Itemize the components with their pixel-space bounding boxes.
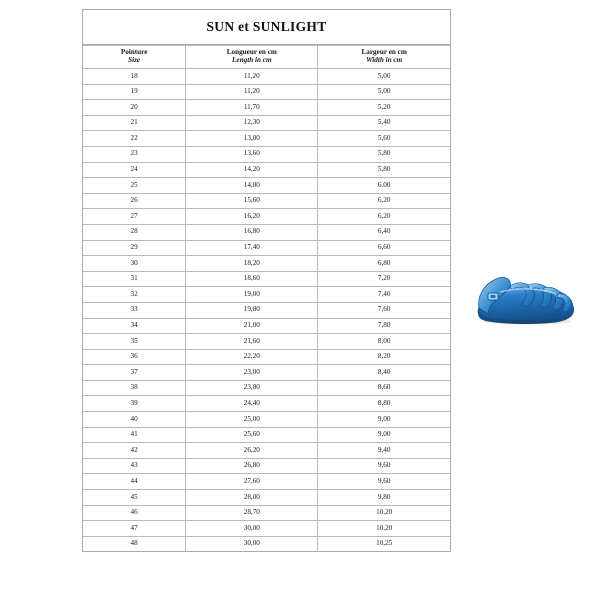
cell-size: 33 [83,302,186,318]
table-row [83,334,450,350]
table-row [83,365,450,381]
cell-width: 6,20 [318,193,450,209]
cell-length: 15,60 [186,193,318,209]
table-row [83,318,450,334]
table-row [83,458,450,474]
cell-width: 8,20 [318,349,450,365]
table-row [83,380,450,396]
cell-size: 38 [83,380,186,396]
column-header-width-fr: Largeur en cm [361,48,407,57]
table-row [83,521,450,537]
cell-size: 26 [83,193,186,209]
column-header-size-fr: Pointure [120,48,148,57]
table-row [83,84,450,100]
table-row [83,302,450,318]
sandal-shadow [484,318,572,324]
cell-size: 18 [83,69,186,85]
cell-length: 30,00 [186,536,318,551]
cell-size: 19 [83,84,186,100]
cell-width: 8,00 [318,334,450,350]
table-row [83,536,450,551]
cell-width: 5,60 [318,131,450,147]
cell-size: 25 [83,178,186,194]
cell-size: 48 [83,536,186,551]
table-row [83,146,450,162]
table-row [83,271,450,287]
column-header-width [318,46,450,69]
table-row [83,443,450,459]
cell-length: 25,00 [186,412,318,428]
cell-length: 11,20 [186,69,318,85]
cell-size: 27 [83,209,186,225]
table-row [83,193,450,209]
cell-width: 8,40 [318,365,450,381]
cell-size: 37 [83,365,186,381]
cell-size: 34 [83,318,186,334]
table-row [83,115,450,131]
cell-size: 21 [83,115,186,131]
cell-length: 26,80 [186,458,318,474]
cell-width: 10,20 [318,505,450,521]
cell-width: 9,00 [318,412,450,428]
cell-size: 45 [83,490,186,506]
cell-width: 7,40 [318,287,450,303]
table-header-row [83,46,450,69]
cell-length: 27,60 [186,474,318,490]
cell-width: 9,40 [318,443,450,459]
table-row [83,287,450,303]
table-row [83,224,450,240]
cell-size: 20 [83,100,186,116]
cell-size: 41 [83,427,186,443]
cell-length: 22,20 [186,349,318,365]
table-row [83,131,450,147]
cell-length: 18,20 [186,256,318,272]
cell-length: 21,60 [186,334,318,350]
cell-size: 35 [83,334,186,350]
cell-width: 5,40 [318,115,450,131]
table-row [83,209,450,225]
cell-width: 10,20 [318,521,450,537]
column-header-width-en: Width in cm [366,56,403,64]
cell-width: 6,80 [318,256,450,272]
cell-size: 22 [83,131,186,147]
cell-size: 42 [83,443,186,459]
size-chart [82,9,451,552]
table-row [83,256,450,272]
column-header-length-en: Length in cm [232,56,272,64]
cell-length: 11,20 [186,84,318,100]
cell-width: 6.00 [318,178,450,194]
cell-length: 16,20 [186,209,318,225]
cell-width: 5,00 [318,84,450,100]
table-row [83,178,450,194]
cell-width: 8,80 [318,396,450,412]
cell-width: 9,60 [318,474,450,490]
cell-size: 40 [83,412,186,428]
table-row [83,490,450,506]
cell-size: 36 [83,349,186,365]
table-row [83,505,450,521]
cell-width: 6,40 [318,224,450,240]
table-row [83,474,450,490]
cell-length: 28,00 [186,490,318,506]
cell-width: 5,80 [318,162,450,178]
cell-length: 19,00 [186,287,318,303]
cell-length: 21,00 [186,318,318,334]
cell-width: 9,60 [318,458,450,474]
cell-width: 8,60 [318,380,450,396]
cell-length: 23,00 [186,365,318,381]
cell-length: 13,60 [186,146,318,162]
cell-size: 31 [83,271,186,287]
cell-length: 14,80 [186,178,318,194]
cell-size: 39 [83,396,186,412]
cell-size: 23 [83,146,186,162]
cell-size: 30 [83,256,186,272]
column-header-length [186,46,318,69]
column-header-length-fr: Longueur en cm [226,48,277,57]
cell-length: 13,00 [186,131,318,147]
cell-size: 47 [83,521,186,537]
cell-width: 6,60 [318,240,450,256]
cell-size: 46 [83,505,186,521]
table-row [83,100,450,116]
cell-length: 28,70 [186,505,318,521]
cell-length: 18,60 [186,271,318,287]
cell-size: 28 [83,224,186,240]
table-row [83,412,450,428]
cell-width: 9,80 [318,490,450,506]
cell-length: 11,70 [186,100,318,116]
cell-size: 43 [83,458,186,474]
cell-size: 44 [83,474,186,490]
sandal-buckle [488,293,498,300]
cell-width: 5,00 [318,69,450,85]
cell-width: 7,60 [318,302,450,318]
cell-length: 16,80 [186,224,318,240]
cell-length: 19,80 [186,302,318,318]
cell-length: 26,20 [186,443,318,459]
cell-length: 30,00 [186,521,318,537]
cell-length: 24,40 [186,396,318,412]
column-header-size-en: Size [128,56,141,64]
table-row [83,427,450,443]
size-table [83,45,450,551]
cell-size: 32 [83,287,186,303]
table-row [83,396,450,412]
cell-width: 5,80 [318,146,450,162]
cell-width: 7,20 [318,271,450,287]
cell-length: 14,20 [186,162,318,178]
cell-width: 9,00 [318,427,450,443]
cell-width: 6,20 [318,209,450,225]
cell-size: 29 [83,240,186,256]
cell-width: 7,80 [318,318,450,334]
column-header-size [83,46,186,69]
cell-width: 10,25 [318,536,450,551]
cell-width: 5,20 [318,100,450,116]
cell-size: 24 [83,162,186,178]
table-row [83,240,450,256]
cell-length: 17,40 [186,240,318,256]
cell-length: 23,80 [186,380,318,396]
table-row [83,349,450,365]
table-row [83,162,450,178]
product-image-sandal [470,252,582,334]
cell-length: 25,60 [186,427,318,443]
table-row [83,69,450,85]
cell-length: 12,30 [186,115,318,131]
page-title: SUN et SUNLIGHT [83,10,450,45]
